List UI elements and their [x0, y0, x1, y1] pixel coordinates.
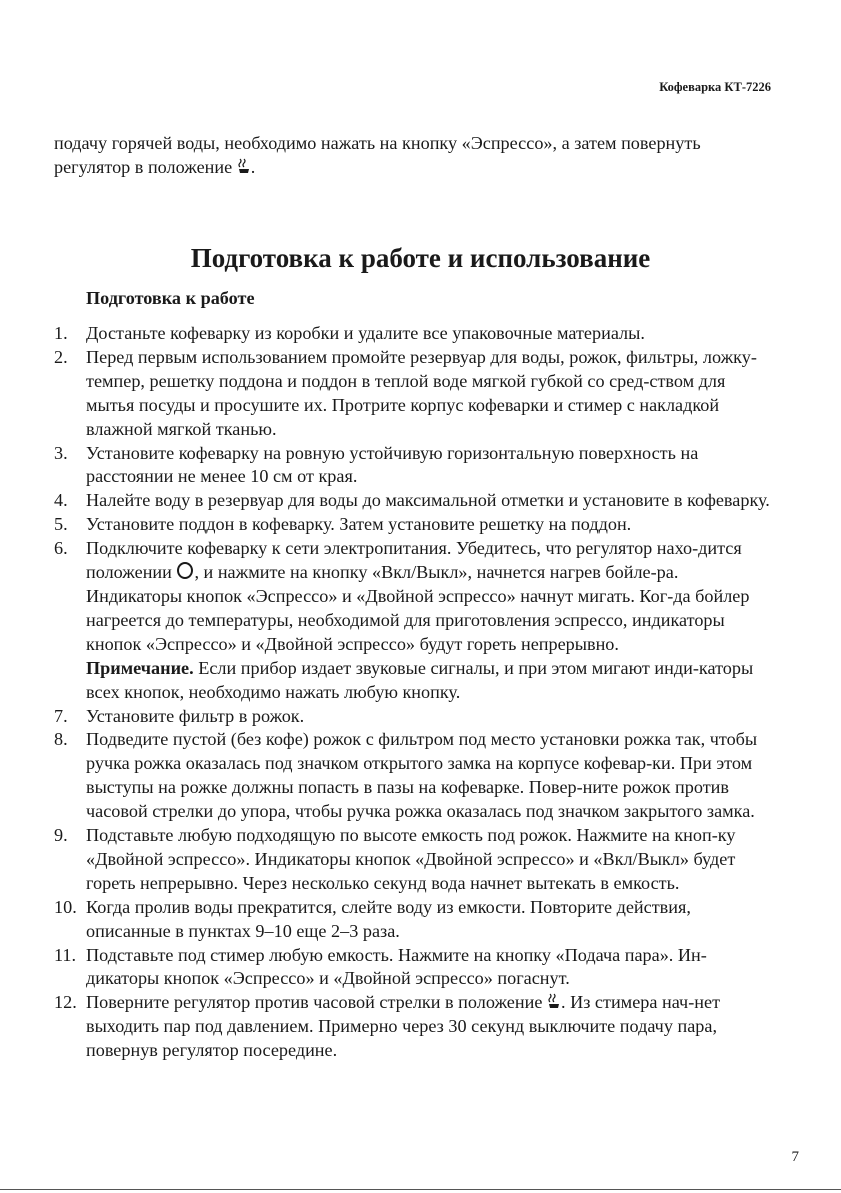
steam-icon [547, 992, 561, 1010]
step-number: 9. [54, 825, 68, 846]
step-text: Установите поддон в кофеварку. Затем установите решетку на поддон. [86, 514, 632, 535]
step-number: 2. [54, 346, 68, 367]
page-number: 7 [791, 1149, 799, 1165]
off-position-icon [177, 562, 193, 579]
list-item [54, 944, 770, 992]
step-text: Налейте воду в резервуар для воды до максимальной отметки и установите в кофеварку. [86, 490, 770, 511]
running-header: Кофеварка КТ-7226 [659, 80, 771, 94]
steps-list [54, 322, 770, 1063]
intro-paragraph [54, 131, 770, 179]
intro-text-end: . [250, 157, 256, 177]
step-number: 4. [54, 490, 68, 511]
list-item [54, 537, 770, 704]
list-item [54, 705, 770, 729]
step-text: Установите фильтр в рожок. [86, 705, 305, 726]
section-subtitle: Подготовка к работе [86, 288, 255, 308]
list-item [54, 728, 770, 824]
note-label: Примечание. [86, 657, 194, 678]
step-number: 3. [54, 442, 68, 463]
step-text: Подключите кофеварку к сети электропитания. Убедитесь, что регулятор нахо-дится положении [86, 538, 742, 583]
bottom-divider [0, 1189, 841, 1190]
step-text: Достаньте кофеварку из коробки и удалите все упаковочные материалы. [86, 323, 645, 343]
list-item [54, 442, 770, 490]
step-text-cont: , и нажмите на кнопку «Вкл/Выкл», начнется нагрев бойле-ра. Индикаторы кнопок «Эспрессо» и «Двойной эспрессо» начнут мигать. Ког-да бойлер нагреется до температуры, необходимой для приготовления эспрессо, индикаторы кнопок «Эспрессо» и «Двойной эспрессо» будут гореть непрерывно. [86, 562, 750, 654]
step-text: Перед первым использованием промойте резервуар для воды, рожок, фильтры, ложку-темпер, решетку поддона и поддон в теплой воде мягкой губкой со сред-ством для мытья посуды и просушите их. Протрите корпус кофеварки и стимер с накладкой влажной мягкой тканью. [86, 346, 757, 439]
step-number: 1. [54, 323, 68, 343]
step-number: 7. [54, 705, 68, 726]
step-text-cont: . Из стимера нач-нет выходить пар под давлением. Примерно через 30 секунд выключите подачу пара, повернув регулятор посередине. [86, 992, 721, 1061]
list-item [54, 489, 770, 513]
list-item [54, 513, 770, 537]
list-item [54, 346, 770, 442]
section-title: Подготовка к работе и использование [190, 243, 651, 273]
list-item [54, 322, 770, 346]
step-number: 10. [54, 896, 77, 917]
list-item [54, 896, 770, 944]
list-item [54, 991, 770, 1063]
note-text: Если прибор издает звуковые сигналы, и при этом мигают инди-каторы всех кнопок, необходимо нажать любую кнопку. [86, 657, 754, 702]
step-number: 12. [54, 992, 77, 1013]
step-text: Поверните регулятор против часовой стрелки в положение [86, 992, 547, 1013]
intro-text: подачу горячей воды, необходимо нажать на кнопку «Эспрессо», а затем повернуть регулятор в положение [54, 133, 701, 177]
step-text: Когда пролив воды прекратится, слейте воду из емкости. Повторите действия, описанные в пунктах 9–10 еще 2–3 раза. [86, 896, 691, 941]
step-text: Подставьте любую подходящую по высоте емкость под рожок. Нажмите на кноп-ку «Двойной эспрессо». Индикаторы кнопок «Двойной эспрессо» и «Вкл/Выкл» будет гореть непрерывно. Через несколько секунд вода начнет вытекать в емкость. [86, 825, 736, 893]
steam-icon [237, 157, 251, 175]
step-text: Подставьте под стимер любую емкость. Нажмите на кнопку «Подача пара». Ин-дикаторы кнопок «Эспрессо» и «Двойной эспрессо» погаснут. [86, 944, 707, 989]
step-text: Установите кофеварку на ровную устойчивую горизонтальную поверхность на расстоянии не менее 10 см от края. [86, 442, 699, 487]
step-number: 8. [54, 729, 68, 750]
step-number: 11. [54, 944, 77, 965]
step-text: Подведите пустой (без кофе) рожок с фильтром под место установки рожка так, чтобы ручка рожка оказалась под значком открытого замка на корпусе кофевар-ки. При этом выступы на рожке должны попасть в пазы на кофеварке. Повер-ните рожок против часовой стрелки до упора, чтобы ручка рожка оказалась под значком закрытого замка. [86, 729, 758, 822]
step-number: 6. [54, 538, 68, 559]
step-number: 5. [54, 514, 68, 535]
list-item [54, 824, 770, 896]
